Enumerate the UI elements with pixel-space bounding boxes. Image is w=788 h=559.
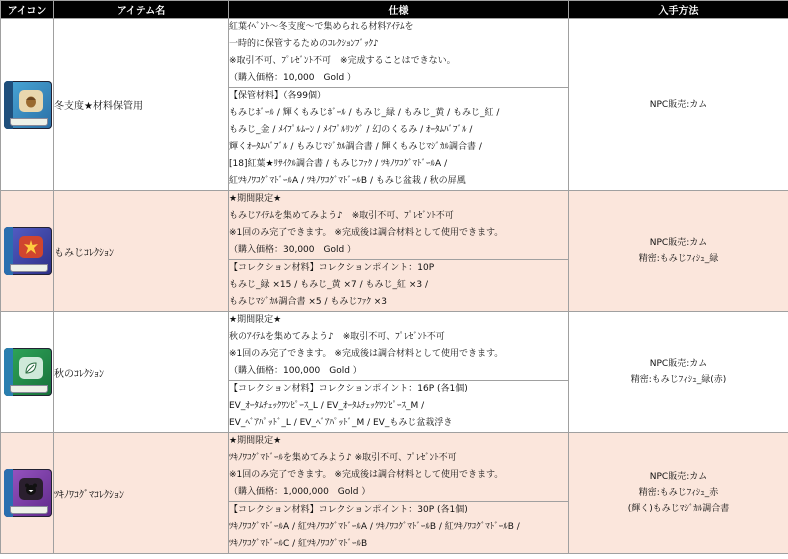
spec-line: （購入価格：100,000 Gold ） xyxy=(229,366,362,376)
spec-line: もみじ_金 / ﾒｲﾌﾟﾙﾑｰﾝ / ﾒｲﾌﾟﾙﾘﾝｸﾞ / 幻のくるみ / ｵｰﾀﾑﾊﾞﾌﾞﾙ / xyxy=(229,125,473,135)
header-name: アイテム名 xyxy=(54,1,229,19)
spec-line: 輝くｵｰﾀﾑﾊﾞﾌﾞﾙ / もみじﾏｼﾞｶﾙ調合書 / 輝くもみじﾏｼﾞｶﾙ調合書 / xyxy=(229,142,482,152)
spec-bottom xyxy=(229,381,569,433)
get-line: NPC販売:カム xyxy=(649,359,708,369)
spec-line: もみじ_緑 ×15 / もみじ_黄 ×7 / もみじ_紅 ×3 / xyxy=(229,280,429,290)
spec-line: 【コレクション材料】コレクションポイント：30P (各1個) xyxy=(229,505,468,515)
spec-line: EV_ﾍﾞｱﾊﾟｯﾄﾞ_L / EV_ﾍﾞｱﾊﾟｯﾄﾞ_M / EV_もみじ盆栽浮き xyxy=(229,418,453,428)
spec-line: （購入価格：30,000 Gold ） xyxy=(229,245,357,255)
spec-line: 【保管材料】（各99個） xyxy=(229,91,326,101)
spec-line: ﾂｷﾉﾜｺｸﾞﾏﾄﾞｰﾙC / 紅ﾂｷﾉﾜｺｸﾞﾏﾄﾞｰﾙB xyxy=(229,539,368,549)
item-name: ﾂｷﾉﾜｺｸﾞﾏｺﾚｸｼｮﾝ xyxy=(54,433,229,554)
item-name: 冬支度★材料保管用 xyxy=(54,19,229,191)
spec-line: 紅ﾂｷﾉﾜｺｸﾞﾏﾄﾞｰﾙA / ﾂｷﾉﾜｺｸﾞﾏﾄﾞｰﾙB / もみじ盆栽 / 秋の屏風 xyxy=(229,176,466,186)
get-line: 精密:もみじﾌｨｼｭ_赤 xyxy=(638,488,719,498)
book-leaf-icon xyxy=(4,348,52,396)
book-maple-icon xyxy=(4,227,52,275)
get-method xyxy=(569,312,788,433)
get-method xyxy=(569,433,788,554)
spec-line: 【コレクション材料】コレクションポイント：16P (各1個) xyxy=(229,384,468,394)
get-method xyxy=(569,19,788,191)
book-acorn-icon xyxy=(4,81,52,129)
spec-line: （購入価格：1,000,000 Gold ） xyxy=(229,487,371,497)
spec-bottom xyxy=(229,502,569,554)
spec-bottom xyxy=(229,260,569,312)
icon-cell xyxy=(1,312,54,433)
spec-top xyxy=(229,312,569,381)
get-line: NPC販売:カム xyxy=(649,238,708,248)
icon-cell xyxy=(1,191,54,312)
spec-line: ※1回のみ完了できます。 ※完成後は調合材料として使用できます。 xyxy=(229,470,504,480)
book-bear-icon xyxy=(4,469,52,517)
spec-line: 一時的に保管するためのｺﾚｸｼｮﾝﾌﾞｯｸ♪ xyxy=(229,39,379,49)
item-name: 秋のｺﾚｸｼｮﾝ xyxy=(54,312,229,433)
table-row xyxy=(1,433,788,502)
header-icon: アイコン xyxy=(1,1,54,19)
spec-line: もみじﾏｼﾞｶﾙ調合書 ×5 / もみじﾌｧｸ ×3 xyxy=(229,297,388,307)
spec-line: ﾂｷﾉﾜｺｸﾞﾏﾄﾞｰﾙA / 紅ﾂｷﾉﾜｺｸﾞﾏﾄﾞｰﾙA / ﾂｷﾉﾜｺｸﾞﾏﾄﾞｰﾙB / 紅ﾂｷﾉﾜｺｸﾞﾏﾄﾞｰﾙB / xyxy=(229,522,520,532)
get-line: NPC販売:カム xyxy=(649,99,708,110)
spec-line: [18]紅葉★ﾘｻｲｸﾙ調合書 / もみじﾌｧｸ / ﾂｷﾉﾜｺｸﾞﾏﾄﾞｰﾙA / xyxy=(229,159,448,169)
get-line: (輝く)もみじﾏｼﾞｶﾙ調合書 xyxy=(627,504,730,514)
get-line: 精密:もみじﾌｨｼｭ_緑(赤) xyxy=(630,375,727,385)
spec-bottom xyxy=(229,88,569,191)
spec-line: ※1回のみ完了できます。 ※完成後は調合材料として使用できます。 xyxy=(229,349,504,359)
icon-cell xyxy=(1,433,54,554)
spec-line: もみじﾎﾞｰﾙ / 輝くもみじﾎﾞｰﾙ / もみじ_緑 / もみじ_黄 / もみじ_紅 / xyxy=(229,108,500,118)
spec-line: EV_ｵｰﾀﾑﾁｪｯｸﾜﾝﾋﾟｰｽ_L / EV_ｵｰﾀﾑﾁｪｯｸﾜﾝﾋﾟｰｽ_M / xyxy=(229,401,425,411)
spec-line: ﾂｷﾉﾜｺｸﾞﾏﾄﾞｰﾙを集めてみよう♪ ※取引不可、ﾌﾟﾚｾﾞﾝﾄ不可 xyxy=(229,453,457,463)
spec-line: ★期間限定★ xyxy=(229,436,282,446)
spec-line: ※取引不可、ﾌﾟﾚｾﾞﾝﾄ不可 ※完成することはできない。 xyxy=(229,56,456,66)
spec-top xyxy=(229,19,569,88)
icon-cell xyxy=(1,19,54,191)
table-row xyxy=(1,312,788,381)
header-get: 入手方法 xyxy=(569,1,788,19)
item-name: もみじｺﾚｸｼｮﾝ xyxy=(54,191,229,312)
spec-line: 紅葉ｲﾍﾞﾝﾄ～冬支度～で集められる材料ｱｲﾃﾑを xyxy=(229,22,414,32)
table-row xyxy=(1,19,788,88)
table-header-row xyxy=(1,1,788,19)
spec-line: ★期間限定★ xyxy=(229,315,282,325)
get-line: NPC販売:カム xyxy=(649,472,708,482)
spec-top xyxy=(229,191,569,260)
get-method xyxy=(569,191,788,312)
spec-line: （購入価格：10,000 Gold ） xyxy=(229,73,357,83)
spec-top xyxy=(229,433,569,502)
spec-line: もみじｱｲﾃﾑを集めてみよう♪ ※取引不可、ﾌﾟﾚｾﾞﾝﾄ不可 xyxy=(229,211,454,221)
spec-line: ※1回のみ完了できます。 ※完成後は調合材料として使用できます。 xyxy=(229,228,504,238)
spec-line: 秋のｱｲﾃﾑを集めてみよう♪ ※取引不可、ﾌﾟﾚｾﾞﾝﾄ不可 xyxy=(229,332,445,342)
get-line: 精密:もみじﾌｨｼｭ_緑 xyxy=(638,254,719,264)
header-spec: 仕様 xyxy=(229,1,569,19)
spec-line: ★期間限定★ xyxy=(229,194,282,204)
spec-line: 【コレクション材料】コレクションポイント：10P xyxy=(229,263,435,273)
table-row xyxy=(1,191,788,260)
